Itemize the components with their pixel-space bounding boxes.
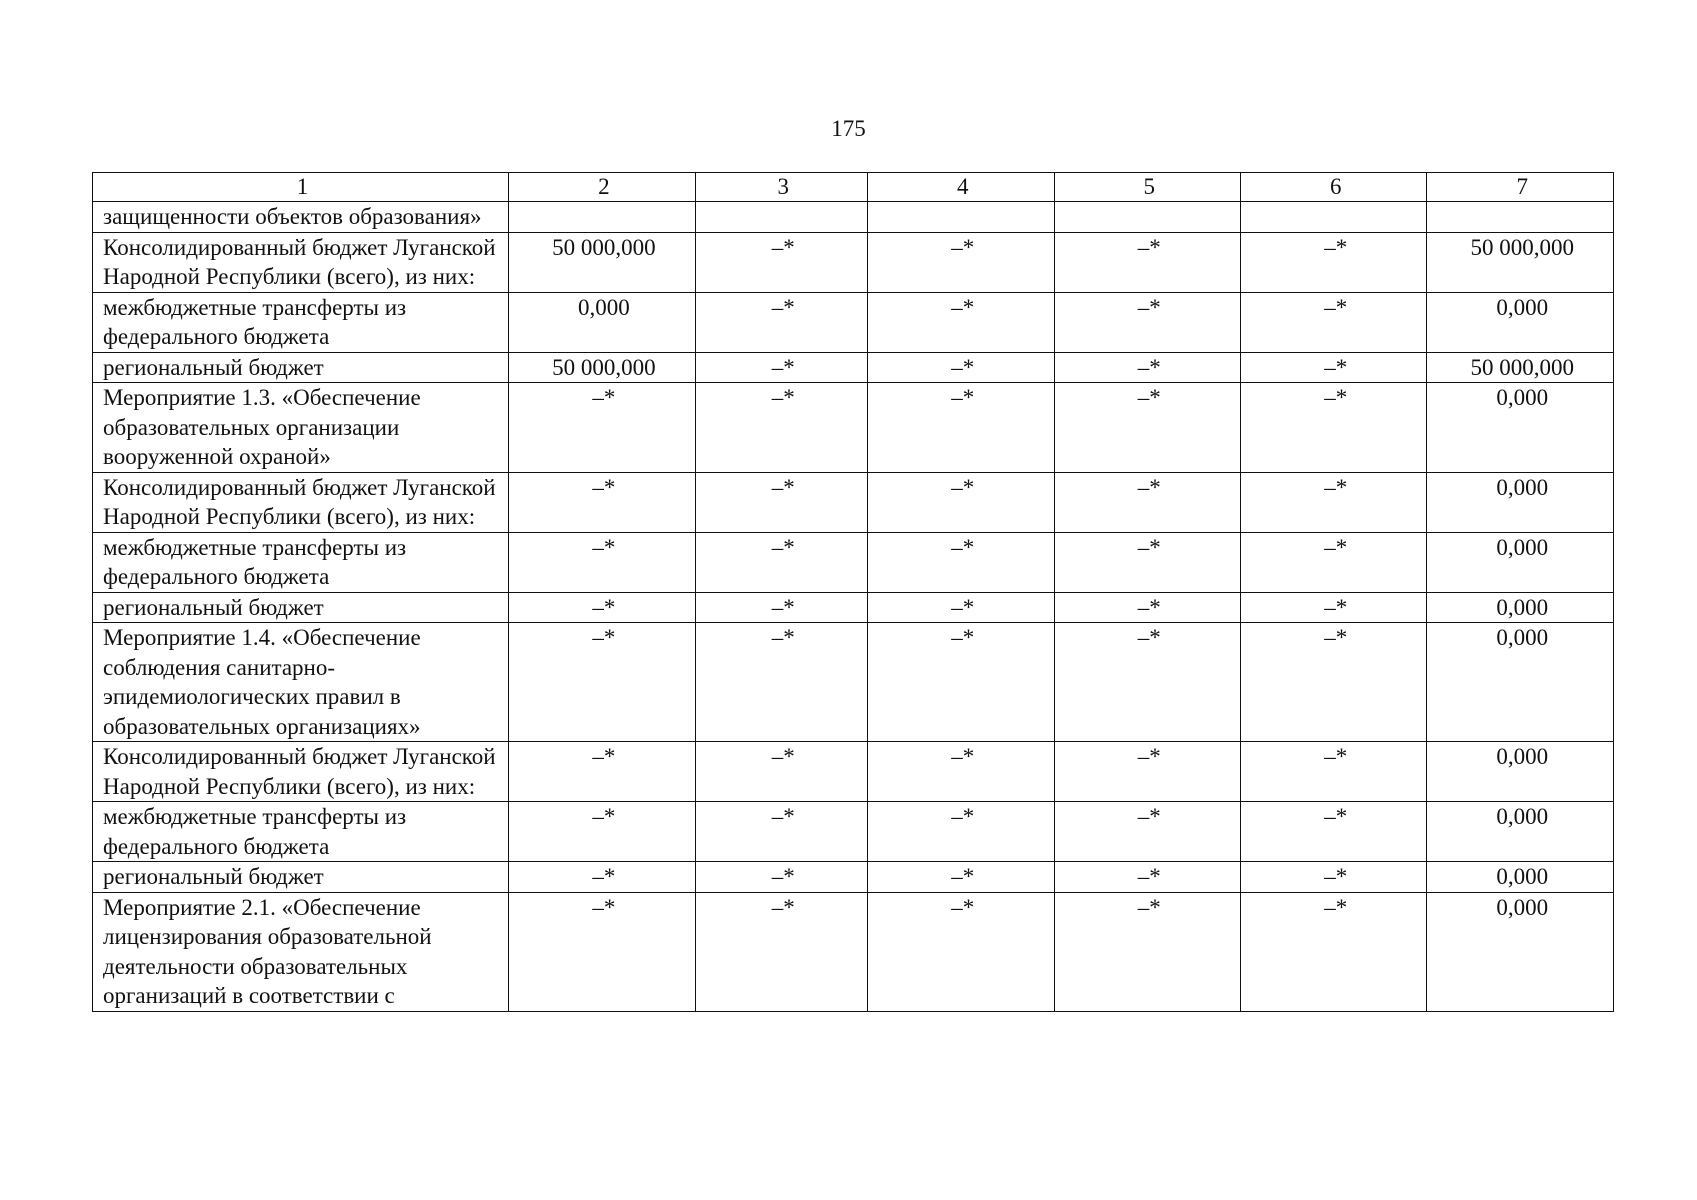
- table-cell: –*: [1241, 892, 1427, 1011]
- table-cell: –*: [695, 232, 867, 292]
- row-label: региональный бюджет: [93, 352, 509, 383]
- table-cell: –*: [868, 532, 1054, 592]
- table-row: [93, 623, 1614, 742]
- table-cell: [509, 202, 695, 233]
- column-header: 7: [1427, 173, 1614, 202]
- page-number: 175: [831, 116, 866, 141]
- column-header: 3: [695, 173, 867, 202]
- table-cell: 0,000: [1427, 742, 1614, 802]
- table-cell: –*: [1241, 352, 1427, 383]
- row-label: региональный бюджет: [93, 862, 509, 893]
- table-row: [93, 892, 1614, 1011]
- table-row: [93, 383, 1614, 473]
- table-cell: –*: [1241, 232, 1427, 292]
- table-cell: –*: [1241, 742, 1427, 802]
- table-cell: –*: [868, 352, 1054, 383]
- table-cell: –*: [1241, 862, 1427, 893]
- table-cell: –*: [1241, 472, 1427, 532]
- table-cell: –*: [695, 862, 867, 893]
- table-cell: –*: [868, 383, 1054, 473]
- table-cell: 0,000: [1427, 623, 1614, 742]
- table-cell: –*: [1054, 292, 1240, 352]
- table-header-row: [93, 173, 1614, 202]
- table-cell: –*: [695, 892, 867, 1011]
- table-cell: 0,000: [1427, 802, 1614, 862]
- table-cell: –*: [868, 862, 1054, 893]
- table-cell: –*: [1241, 292, 1427, 352]
- row-label: Мероприятие 1.4. «Обеспечение соблюдения санитарно-эпидемиологических правил в образовательных организациях»: [93, 623, 509, 742]
- table-cell: 0,000: [1427, 592, 1614, 623]
- table-cell: –*: [1054, 742, 1240, 802]
- table-cell: –*: [509, 862, 695, 893]
- table-cell: –*: [695, 472, 867, 532]
- column-header: 6: [1241, 173, 1427, 202]
- table-cell: –*: [1054, 623, 1240, 742]
- row-label: защищенности объектов образования»: [93, 202, 509, 233]
- table-row: [93, 232, 1614, 292]
- table-cell: 0,000: [1427, 892, 1614, 1011]
- table-cell: 50 000,000: [1427, 352, 1614, 383]
- table-cell: –*: [868, 592, 1054, 623]
- table-cell: –*: [695, 352, 867, 383]
- table-cell: –*: [509, 383, 695, 473]
- table-cell: 50 000,000: [1427, 232, 1614, 292]
- column-header: 1: [93, 173, 509, 202]
- budget-table: [92, 172, 1614, 1012]
- table-cell: [695, 202, 867, 233]
- table-row: [93, 352, 1614, 383]
- table-cell: –*: [868, 292, 1054, 352]
- table-cell: –*: [509, 802, 695, 862]
- table-cell: [868, 202, 1054, 233]
- row-label: межбюджетные трансферты из федерального бюджета: [93, 802, 509, 862]
- table-cell: –*: [509, 532, 695, 592]
- table-cell: 0,000: [1427, 383, 1614, 473]
- row-label: региональный бюджет: [93, 592, 509, 623]
- table-row: [93, 742, 1614, 802]
- table-cell: –*: [695, 532, 867, 592]
- table-cell: –*: [868, 472, 1054, 532]
- table-cell: –*: [695, 623, 867, 742]
- table-cell: –*: [1054, 592, 1240, 623]
- table-cell: [1054, 202, 1240, 233]
- row-label: Консолидированный бюджет Луганской Народной Республики (всего), из них:: [93, 232, 509, 292]
- table-row: [93, 202, 1614, 233]
- table-cell: –*: [1241, 532, 1427, 592]
- table-cell: –*: [1241, 592, 1427, 623]
- table-cell: –*: [509, 623, 695, 742]
- table-cell: –*: [1054, 862, 1240, 893]
- table-row: [93, 862, 1614, 893]
- table-row: [93, 532, 1614, 592]
- table-cell: –*: [1054, 352, 1240, 383]
- table-cell: –*: [868, 742, 1054, 802]
- table-cell: –*: [695, 742, 867, 802]
- table-cell: 0,000: [1427, 292, 1614, 352]
- table-cell: –*: [1241, 383, 1427, 473]
- table-cell: –*: [868, 232, 1054, 292]
- table-cell: –*: [509, 592, 695, 623]
- table-cell: –*: [1054, 472, 1240, 532]
- table-cell: –*: [868, 802, 1054, 862]
- table-cell: –*: [695, 802, 867, 862]
- table-cell: [1427, 202, 1614, 233]
- table-cell: 0,000: [1427, 472, 1614, 532]
- table-cell: –*: [509, 742, 695, 802]
- column-header: 4: [868, 173, 1054, 202]
- table-cell: 0,000: [1427, 532, 1614, 592]
- table-row: [93, 472, 1614, 532]
- row-label: межбюджетные трансферты из федерального бюджета: [93, 292, 509, 352]
- table-row: [93, 802, 1614, 862]
- row-label: межбюджетные трансферты из федерального бюджета: [93, 532, 509, 592]
- table-cell: –*: [1054, 383, 1240, 473]
- table-row: [93, 292, 1614, 352]
- table-cell: 0,000: [1427, 862, 1614, 893]
- table-cell: 0,000: [509, 292, 695, 352]
- table-row: [93, 592, 1614, 623]
- table-cell: [1241, 202, 1427, 233]
- table-cell: –*: [1054, 892, 1240, 1011]
- row-label: Мероприятие 2.1. «Обеспечение лицензирования образовательной деятельности образовательных организаций в соответствии с: [93, 892, 509, 1011]
- table-cell: 50 000,000: [509, 232, 695, 292]
- table-cell: –*: [695, 592, 867, 623]
- table-cell: –*: [1054, 802, 1240, 862]
- table-cell: –*: [1241, 802, 1427, 862]
- table-cell: 50 000,000: [509, 352, 695, 383]
- table-cell: –*: [868, 892, 1054, 1011]
- row-label: Консолидированный бюджет Луганской Народной Республики (всего), из них:: [93, 742, 509, 802]
- table-cell: –*: [509, 892, 695, 1011]
- table-cell: –*: [509, 472, 695, 532]
- table-cell: –*: [1054, 532, 1240, 592]
- column-header: 5: [1054, 173, 1240, 202]
- table-cell: –*: [868, 623, 1054, 742]
- row-label: Мероприятие 1.3. «Обеспечение образовательных организации вооруженной охраной»: [93, 383, 509, 473]
- table-cell: –*: [695, 383, 867, 473]
- table-cell: –*: [695, 292, 867, 352]
- table-cell: –*: [1054, 232, 1240, 292]
- row-label: Консолидированный бюджет Луганской Народной Республики (всего), из них:: [93, 472, 509, 532]
- table-cell: –*: [1241, 623, 1427, 742]
- column-header: 2: [509, 173, 695, 202]
